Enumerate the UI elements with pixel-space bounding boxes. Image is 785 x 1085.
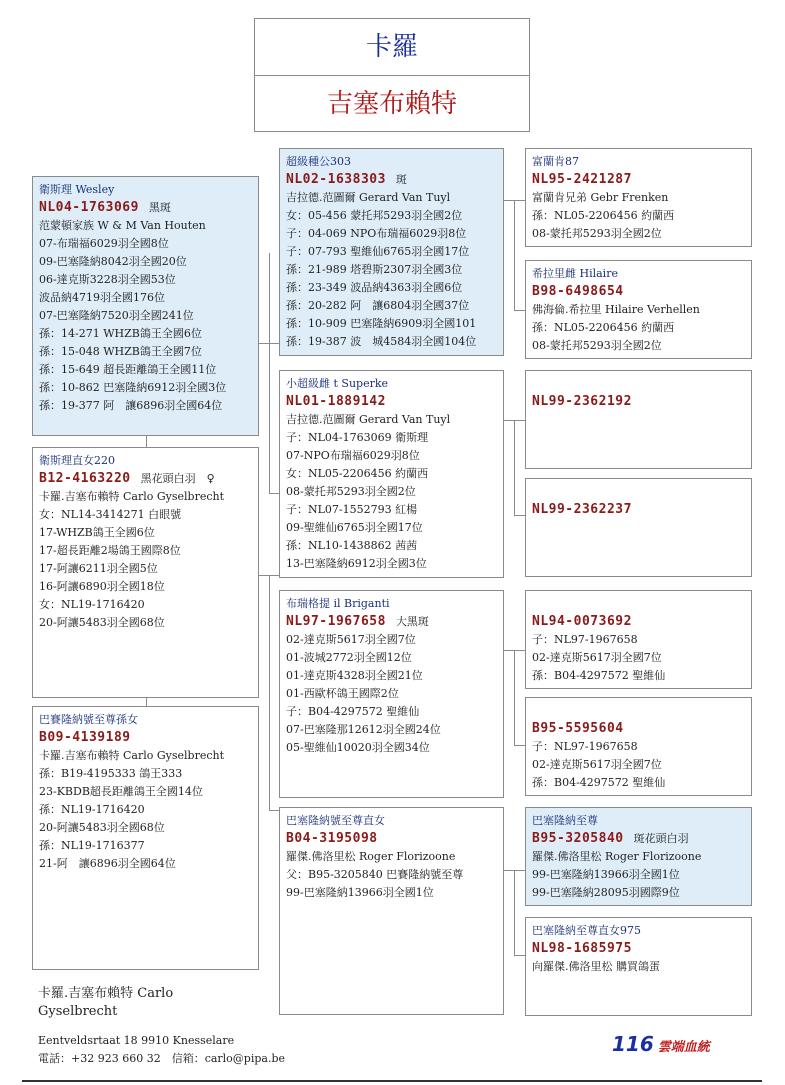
ring-number: NL04-1763069 黑斑 (39, 200, 171, 215)
box-label: 希拉里雌 Hilaire (532, 267, 618, 280)
box-label: 巴塞隆納至尊直女975 (532, 924, 641, 937)
owner-name: 卡羅.吉塞布賴特 Carlo Gyselbrecht (38, 986, 174, 1019)
sire-dam-sire-box (525, 370, 752, 469)
connector (514, 515, 525, 516)
owner-address: Eentveldsrtaat 18 9910 Knesselare (38, 1034, 235, 1047)
connector (514, 420, 515, 515)
ring-number: NL99-2362192 (532, 394, 632, 409)
ring-number: NL02-1638303 斑 (286, 172, 407, 187)
pedigree-lines: 佛海倫.希拉里 Hilaire Verhellen 孫：NL05-2206456 約蘭西 08-蒙托邦5293羽全國2位 (532, 303, 700, 352)
pedigree-lines: 02-達克斯5617羽全國7位 01-波城2772羽全國12位 01-達克斯4328羽全國21位 01-西歐杯鴿王國際2位 子：B04-4297572 聖維仙 07-巴塞隆那12612羽全國24位 05-聖維仙10020羽全國34位 (286, 633, 441, 754)
connector (269, 253, 270, 493)
box-label: 衛斯理 Wesley (39, 183, 115, 196)
connector (146, 436, 147, 447)
pigeon-name: 卡羅 (255, 19, 529, 76)
dam-sire-sire-box (525, 590, 752, 689)
pedigree-lines: 吉拉德.范圖爾 Gerard Van Tuyl 女：05-456 蒙托邦5293羽全國2位 子：04-069 NPO布瑞福6029羽8位 子：07-793 聖維仙6765羽全國17位 孫：21-989 塔碧斯2307羽全國3位 孫：23-349 波品納4363羽全國6位 孫：20-282 阿 讓6804羽全國37位 孫：10-909 巴塞隆納6909羽全國101 孫：19-387 波 城4584羽全國104位 (286, 191, 477, 348)
ring-number: B95-5595604 (532, 721, 624, 736)
sibling-box (32, 706, 259, 970)
connector (269, 575, 270, 810)
sire-sire-sire-box (525, 148, 752, 247)
ring-number: NL99-2362237 (532, 502, 632, 517)
ring-number: B12-4163220 黑花頭白羽 ♀ (39, 471, 215, 486)
connector (146, 698, 147, 706)
sire-dam-dam-box (525, 478, 752, 577)
brand-logo: 116 雲端血統 (612, 1032, 710, 1056)
connector (269, 810, 279, 811)
ring-number: NL01-1889142 (286, 394, 386, 409)
pedigree-lines: 卡羅.吉塞布賴特 Carlo Gyselbrecht 孫：B19-4195333 鴿王333 23-KBDB超長距離鴿王全國14位 孫：NL19-1716420 20-阿讓5483羽全國68位 孫：NL19-1716377 21-阿 讓6896羽全國64位 (39, 749, 225, 870)
ring-number: B95-3205840 斑花頭白羽 (532, 831, 689, 846)
ring-number: NL95-2421287 (532, 172, 632, 187)
dam-sire-box (279, 590, 504, 798)
title-box (254, 18, 530, 132)
pedigree-lines: 范蒙頓家族 W & M Van Houten 07-布瑞福6029羽全國8位 09-巴塞隆納8042羽全國20位 06-達克斯3228羽全國53位 波品納4719羽全國176位 07-巴塞隆納7520羽全國241位 孫：14-271 WHZB鴿王全國6位 孫：15-048 WHZB鴿王全國7位 孫：15-649 超長距離鴿王全國11位 孫：10-862 巴塞隆納6912羽全國3位 孫：19-377 阿 讓6896羽全國64位 (39, 219, 227, 412)
pedigree-lines: 富蘭肯兄弟 Gebr Frenken 孫：NL05-2206456 約蘭西 08-蒙托邦5293羽全國2位 (532, 191, 675, 240)
box-label: 超級種公303 (286, 155, 351, 168)
box-label: 衛斯理直女220 (39, 454, 115, 467)
ring-number: NL98-1685975 (532, 941, 632, 956)
pedigree-lines: 羅傑.佛洛里松 Roger Florizoone 99-巴塞隆納13966羽全國1位 99-巴塞隆納28095羽國際9位 (532, 850, 702, 899)
dam-box (32, 447, 259, 698)
pedigree-lines: 子：NL97-1967658 02-達克斯5617羽全國7位 孫：B04-4297572 聖維仙 (532, 633, 666, 682)
owner-name-title: 吉塞布賴特 (326, 89, 457, 119)
sire-dam-box (279, 370, 504, 578)
connector (269, 493, 279, 494)
pedigree-lines: 卡羅.吉塞布賴特 Carlo Gyselbrecht 女：NL14-3414271 白眼號 17-WHZB鴿王全國6位 17-超長距離2場鴿王國際8位 17-阿讓6211羽全國5位 16-阿讓6890羽全國18位 女：NL19-1716420 20-阿讓5483羽全國68位 (39, 490, 225, 629)
dam-dam-dam-box (525, 917, 752, 1016)
connector (514, 200, 515, 310)
box-label: 富蘭肯87 (532, 155, 579, 168)
ring-number: B98-6498654 (532, 284, 624, 299)
pedigree-lines: 向羅傑.佛洛里松 購買鴿蛋 (532, 960, 660, 973)
sire-sire-dam-box (525, 260, 752, 359)
connector (514, 310, 525, 311)
ring-number: B04-3195098 (286, 831, 378, 846)
connector (514, 650, 515, 745)
ring-number: NL94-0073692 (532, 614, 632, 629)
sire-sire-box (279, 148, 504, 356)
ring-number: B09-4139189 (39, 730, 131, 745)
dam-sire-dam-box (525, 697, 752, 796)
sire-box (32, 176, 259, 436)
box-label: 巴賽隆納號至尊孫女 (39, 713, 138, 726)
box-label: 布瑞格提 il Briganti (286, 597, 390, 610)
bottom-divider (22, 1080, 762, 1082)
box-label: 巴塞隆納號至尊直女 (286, 814, 385, 827)
pedigree-lines: 羅傑.佛洛里松 Roger Florizoone 父：B95-3205840 巴賽隆納號至尊 99-巴塞隆納13966羽全國1位 (286, 850, 464, 899)
connector (514, 870, 515, 955)
dam-dam-box (279, 807, 504, 1015)
owner-address-block (38, 1032, 285, 1068)
ring-number: NL97-1967658 大黑斑 (286, 614, 429, 629)
box-label: 巴塞隆納至尊 (532, 814, 598, 827)
connector (514, 745, 525, 746)
connector (514, 955, 525, 956)
box-label: 小超級雌 t Superke (286, 377, 389, 390)
owner-contact: 電話：+32 923 660 32 信箱：carlo@pipa.be (38, 1052, 286, 1065)
pedigree-lines: 吉拉德.范圖爾 Gerard Van Tuyl 子：NL04-1763069 衛斯理 07-NPO布瑞福6029羽8位 女：NL05-2206456 約蘭西 08-蒙托邦5293羽全國2位 子：NL07-1552793 紅楊 09-聖維仙6765羽全國17位 孫：NL10-1438862 茜茜 13-巴塞隆納6912羽全國3位 (286, 413, 451, 570)
pedigree-lines: 子：NL97-1967658 02-達克斯5617羽全國7位 孫：B04-4297572 聖維仙 (532, 740, 666, 789)
dam-dam-sire-box (525, 807, 752, 906)
